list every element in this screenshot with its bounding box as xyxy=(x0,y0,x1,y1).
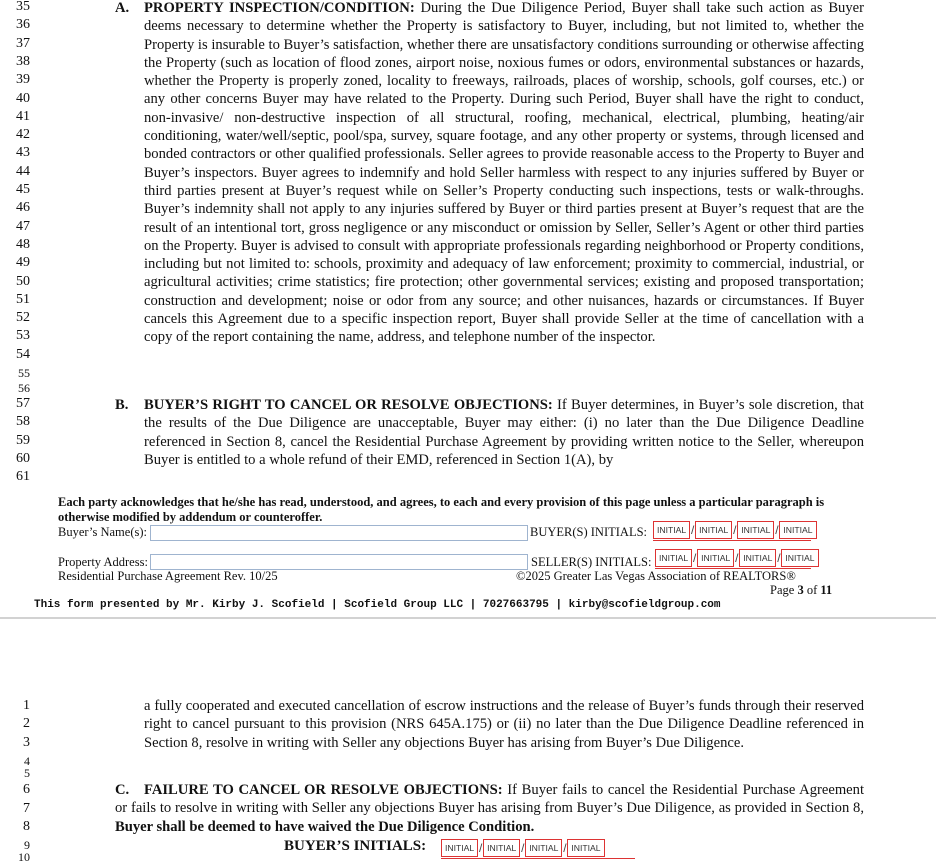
seller-initial-box-1[interactable]: INITIAL xyxy=(655,549,692,567)
page-number: 3 xyxy=(797,583,804,597)
acknowledgement-text: Each party acknowledges that he/she has read, understood, and agrees, to each and every provision of this page unless a particular paragraph is otherwise modified by addendum or counteroffer. xyxy=(58,495,825,524)
section-c-text: If Buyer fails to cancel the Residential Purchase Agreement or fails to resolve in writing with Seller any objections Buyer has arising from Buyer’s Due Diligence, as provided in Section 8, xyxy=(115,782,864,817)
buyer-initials-underline-p2 xyxy=(441,858,635,859)
initial-separator: / xyxy=(563,841,567,855)
section-b-text: If Buyer determines, in Buyer’s sole discretion, that the results of the Due Diligence are unacceptable, Buyer may either: (i) no later than the Due Diligence Deadline referenced in Section 8, cancel the Residential Purchase Agreement by providing written notice to the Seller, whereupon Buyer is entitled to a whole refund of their EMD, referenced in Section 1(A), by xyxy=(144,397,864,468)
line-number: 42 xyxy=(16,127,30,142)
line-number: 54 xyxy=(16,347,30,362)
seller-initials-label: SELLER(S) INITIALS: xyxy=(531,555,652,569)
buyer-initial-box-p2-4[interactable]: INITIAL xyxy=(567,839,604,857)
line-number: 7 xyxy=(23,801,30,816)
line-number: 39 xyxy=(16,72,30,87)
buyer-initials-label: BUYER(S) INITIALS: xyxy=(530,525,648,539)
line-number: 50 xyxy=(16,274,30,289)
line-number: 53 xyxy=(16,328,30,343)
presenter-line: This form presented by Mr. Kirby J. Scofield | Scofield Group LLC | 7027663795 | kirby@scofieldgroup.com xyxy=(34,599,721,611)
line-number: 60 xyxy=(16,451,30,466)
line-number: 46 xyxy=(16,200,30,215)
initial-separator: / xyxy=(777,551,781,565)
seller-initial-box-2[interactable]: INITIAL xyxy=(697,549,734,567)
line-number: 49 xyxy=(16,255,30,270)
initial-separator: / xyxy=(735,551,739,565)
line-number: 48 xyxy=(16,237,30,252)
section-c-bold-tail: Buyer shall be deemed to have waived the Due Diligence Condition. xyxy=(115,818,535,835)
section-a-letter: A. xyxy=(115,0,130,16)
line-number: 61 xyxy=(16,469,30,484)
line-number: 8 xyxy=(23,819,30,834)
line-number: 44 xyxy=(16,164,30,179)
buyer-initial-box-p2-2[interactable]: INITIAL xyxy=(483,839,520,857)
property-address-label: Property Address: xyxy=(58,555,148,569)
line-number: 10 xyxy=(18,850,30,864)
line-number: 41 xyxy=(16,109,30,124)
line-number: 37 xyxy=(16,36,30,51)
line-number: 40 xyxy=(16,91,30,106)
section-c-letter: C. xyxy=(115,782,130,798)
line-number: 58 xyxy=(16,414,30,429)
line-number: 4 xyxy=(24,754,30,768)
section-b-continuation: a fully cooperated and executed cancellation of escrow instructions and the release of Buyer’s funds through their reserved right to cancel pursuant to this provision (NRS 645A.175) or (ii) no later than the Due Diligence Deadline referenced in Section 8, resolve in writing with Seller any objections Buyer has arising from Buyer’s Due Diligence. xyxy=(144,698,864,751)
page-indicator xyxy=(770,583,832,598)
buyers-name-label: Buyer’s Name(s): xyxy=(58,525,147,539)
buyer-initial-box-3[interactable]: INITIAL xyxy=(737,521,774,539)
line-number: 6 xyxy=(23,782,30,797)
seller-initial-box-3[interactable]: INITIAL xyxy=(739,549,776,567)
buyer-initial-box-1[interactable]: INITIAL xyxy=(653,521,690,539)
line-number: 2 xyxy=(23,716,30,731)
section-b-heading: BUYER’S RIGHT TO CANCEL OR RESOLVE OBJECTIONS: xyxy=(144,397,553,413)
document-page-4 xyxy=(0,619,936,866)
line-number: 45 xyxy=(16,182,30,197)
initial-separator: / xyxy=(521,841,525,855)
line-number: 47 xyxy=(16,219,30,234)
initial-separator: / xyxy=(775,523,779,537)
property-address-field[interactable] xyxy=(150,554,528,570)
line-number: 56 xyxy=(18,381,30,395)
section-b-letter: B. xyxy=(115,397,129,413)
section-a-paragraph xyxy=(144,0,864,347)
buyer-initial-box-4[interactable]: INITIAL xyxy=(779,521,816,539)
page-total: 11 xyxy=(820,583,833,597)
section-c-paragraph xyxy=(115,781,864,836)
copyright-notice: ©2025 Greater Las Vegas Association of REALTORS® xyxy=(516,569,796,583)
line-number: 51 xyxy=(16,292,30,307)
initial-separator: / xyxy=(733,523,737,537)
line-number: 55 xyxy=(18,366,30,380)
line-number: 52 xyxy=(16,310,30,325)
page-of: of xyxy=(803,583,821,597)
line-number: 35 xyxy=(16,0,30,14)
line-number: 9 xyxy=(24,838,30,852)
buyers-name-field[interactable] xyxy=(150,525,528,541)
line-number: 1 xyxy=(23,698,30,713)
line-number: 59 xyxy=(16,433,30,448)
buyer-initials-underline xyxy=(653,540,811,541)
buyer-initials-group-p2 xyxy=(441,839,605,857)
initial-separator: / xyxy=(692,551,697,565)
line-number: 5 xyxy=(24,766,30,780)
initial-separator: / xyxy=(690,523,695,537)
line-number: 3 xyxy=(23,735,30,750)
buyer-initial-box-2[interactable]: INITIAL xyxy=(695,521,732,539)
buyer-initial-box-p2-1[interactable]: INITIAL xyxy=(441,839,478,857)
seller-initials-group xyxy=(655,549,819,567)
section-c-heading: FAILURE TO CANCEL OR RESOLVE OBJECTIONS: xyxy=(144,782,503,798)
section-a-text: During the Due Diligence Period, Buyer shall take such action as Buyer deems necessary to determine whether the Property is satisfactory to Buyer, including, but not limited to, whether the Property is insurable to Buyer’s satisfaction, whether there are unsatisfactory conditions surrounding or otherwise affecting the Property (such as location of flood zones, airport noise, noxious fumes or odors, environmental substances or hazards, whether the Property is properly zoned, locality to freeways, railroads, places of worship, schools, golf courses, etc.) or any other concerns Buyer may have related to the Property. During such Period, Buyer shall have the right to conduct, non-invasive/ non-destructive inspection of all structural, roofing, mechanical, electrical, plumbing, heating/air conditioning, water/well/septic, pool/spa, survey, square footage, and any other property or systems, through licensed and bonded contractors or other qualified professionals. Seller agrees to provide reasonable access to the Property to Buyer and Buyer’s inspectors. Buyer agrees to indemnify and hold Seller harmless with respect to any injuries suffered by Buyer or third parties present at Buyer’s request while on Seller’s Property conducting such inspections, tests or walk-throughs. Buyer’s indemnity shall not apply to any injuries suffered by Buyer or third parties present at Buyer’s request that are the result of an intentional tort, gross negligence or any misconduct or omission by Seller, Seller’s Agent or other third parties on the Property. Buyer is advised to consult with appropriate professionals regarding neighborhood or Property conditions, including but not limited to: schools, proximity and adequacy of law enforcement; proximity to commercial, industrial, or agricultural activities; crime statistics; fire protection; other governmental services; existing and proposed transportation; construction and development; noise or odor from any source; and other nuisances, hazards or circumstances. If Buyer cancels this Agreement due to a specific inspection report, Buyer shall provide Seller at the time of cancellation with a copy of the report containing the name, address, and telephone number of the inspector. xyxy=(144,0,864,346)
buyers-initials-label-p2: BUYER’S INITIALS: xyxy=(284,838,427,854)
line-number: 43 xyxy=(16,145,30,160)
page-label: Page xyxy=(770,583,798,597)
section-a-heading: PROPERTY INSPECTION/CONDITION: xyxy=(144,0,415,16)
buyer-initials-group xyxy=(653,521,817,539)
initial-separator: / xyxy=(478,841,483,855)
line-number: 57 xyxy=(16,396,30,411)
buyer-initial-box-p2-3[interactable]: INITIAL xyxy=(525,839,562,857)
section-b-paragraph xyxy=(144,396,864,469)
line-number: 36 xyxy=(16,17,30,32)
line-number: 38 xyxy=(16,54,30,69)
form-revision: Residential Purchase Agreement Rev. 10/25 xyxy=(58,569,278,583)
seller-initial-box-4[interactable]: INITIAL xyxy=(781,549,818,567)
